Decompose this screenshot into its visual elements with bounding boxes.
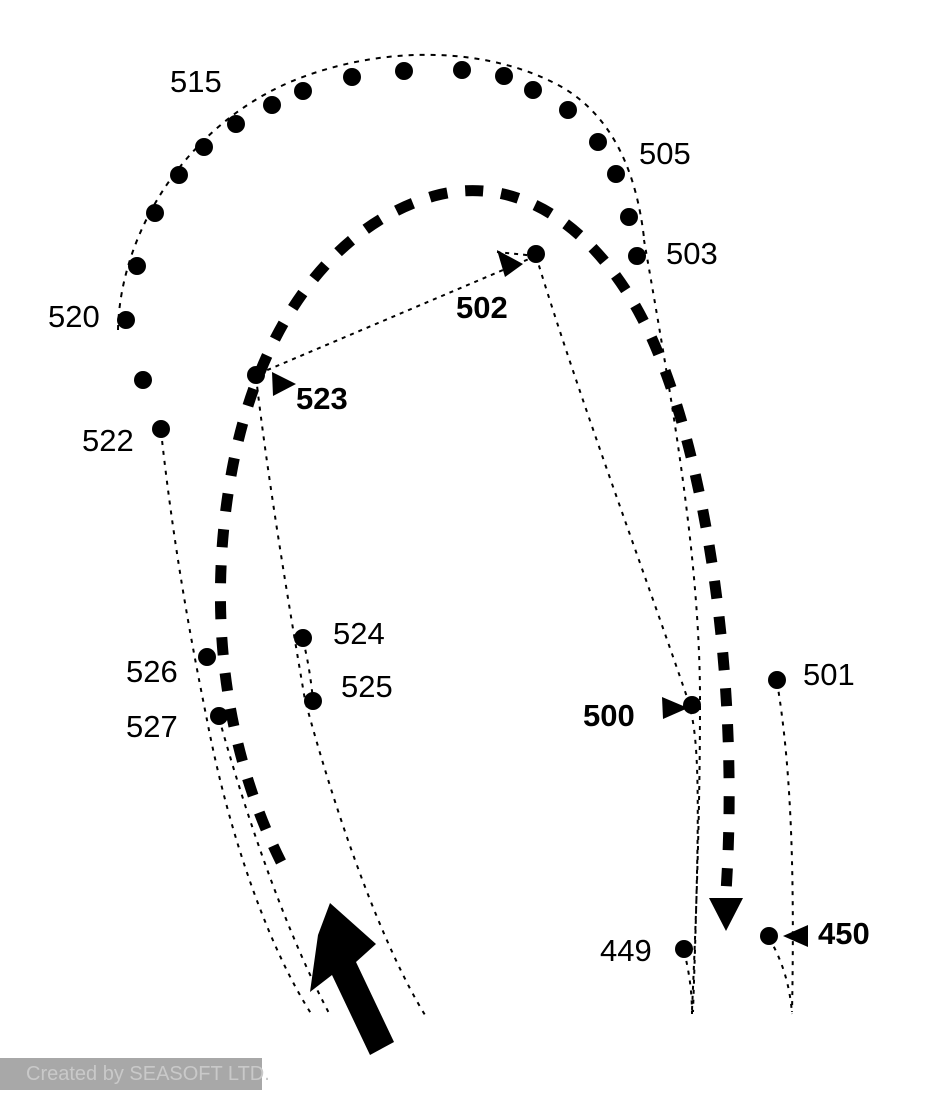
arrowhead-523 — [272, 372, 296, 396]
arrowhead-450 — [783, 925, 808, 947]
lead-dot — [210, 707, 228, 725]
lead-dot — [117, 311, 135, 329]
lead-dot — [152, 420, 170, 438]
lead-dot — [294, 629, 312, 647]
lead-dot — [559, 101, 577, 119]
lead-dot — [395, 62, 413, 80]
lead-dot — [128, 257, 146, 275]
lead-dot — [227, 115, 245, 133]
lead-dot — [683, 696, 701, 714]
lead-dot — [146, 204, 164, 222]
lead-dot — [247, 366, 265, 384]
lead-dot — [628, 247, 646, 265]
lead-dot — [304, 692, 322, 710]
lead-dot — [527, 245, 545, 263]
ref-label-503: 503 — [666, 236, 718, 271]
watermark: Created by SEASOFT LTD. — [0, 1058, 262, 1090]
ref-label-501: 501 — [803, 657, 855, 692]
ref-label-524: 524 — [333, 616, 385, 651]
ref-label-527: 527 — [126, 709, 178, 744]
lead-dot — [760, 927, 778, 945]
ref-label-500: 500 — [583, 698, 635, 733]
lead-dot — [170, 166, 188, 184]
ref-label-449: 449 — [600, 933, 652, 968]
lead-dot — [675, 940, 693, 958]
ref-label-505: 505 — [639, 136, 691, 171]
lead-dot — [495, 67, 513, 85]
ref-label-520: 520 — [48, 299, 100, 334]
lead-dot — [607, 165, 625, 183]
right-thin-guides — [536, 236, 793, 1014]
lead-dot — [263, 96, 281, 114]
lead-dot — [134, 371, 152, 389]
ref-label-502: 502 — [456, 290, 508, 325]
lead-dot — [195, 138, 213, 156]
arrowhead-502 — [497, 250, 523, 277]
ref-label-515: 515 — [170, 64, 222, 99]
ref-label-523: 523 — [296, 381, 348, 416]
lead-dot — [343, 68, 361, 86]
ref-label-522: 522 — [82, 423, 134, 458]
ref-label-525: 525 — [341, 669, 393, 704]
ref-label-450: 450 — [818, 916, 870, 951]
lead-dot — [589, 133, 607, 151]
lead-dot — [768, 671, 786, 689]
ref-label-526: 526 — [126, 654, 178, 689]
lead-dot — [453, 61, 471, 79]
direction-arrow — [310, 903, 394, 1055]
lead-dot — [294, 82, 312, 100]
thick-arc-arrowhead — [709, 898, 743, 931]
lead-dot — [524, 81, 542, 99]
lead-dot — [620, 208, 638, 226]
lead-dot — [198, 648, 216, 666]
